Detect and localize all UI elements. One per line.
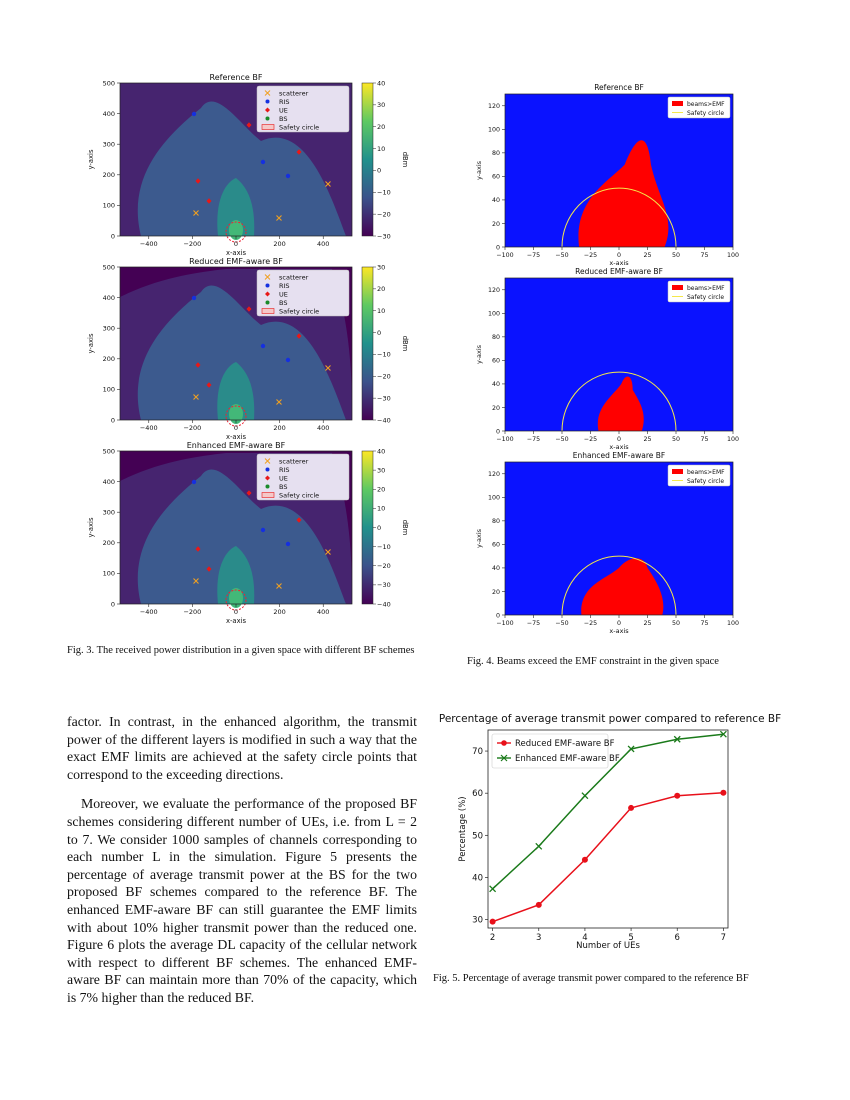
fig4-legend-label: beams>EMF: [687, 101, 725, 108]
y-tick-label: 0: [110, 416, 115, 425]
fig4-legend-label: Safety circle: [687, 110, 725, 117]
colorbar: [362, 83, 373, 236]
x-tick-label: −50: [555, 436, 569, 443]
x-tick-label: 50: [671, 620, 681, 627]
y-tick-label: 80: [491, 334, 500, 342]
x-tick-label: 0: [616, 252, 622, 259]
colorbar-tick: −40: [377, 416, 391, 425]
colorbar-tick: −10: [377, 542, 391, 551]
chart-title: Percentage of average transmit power compared to reference BF: [438, 713, 782, 725]
colorbar-tick: 0: [377, 166, 382, 175]
fig3-panel-title: Reference BF: [209, 73, 263, 82]
colorbar-tick: 10: [377, 504, 386, 513]
fig3-legend-label: BS: [279, 298, 288, 307]
x-tick-label: 75: [700, 436, 709, 443]
chart-legend: [492, 734, 620, 768]
fig3-legend-label: scatterer: [279, 89, 309, 98]
fig4-panel-1: [475, 83, 739, 267]
x-tick-label: 100: [726, 620, 740, 627]
fig4-panel-title: Reduced EMF-aware BF: [575, 267, 663, 276]
fig5-chart: [438, 708, 782, 956]
x-tick-label: 75: [700, 252, 709, 259]
y-tick-label: 300: [102, 140, 115, 149]
y-tick-label: 40: [472, 873, 483, 884]
x-tick-label: 25: [643, 252, 652, 259]
fig4-panel-2: [475, 267, 739, 451]
fig3-legend: [257, 270, 349, 316]
colorbar-tick: 20: [377, 123, 386, 132]
y-tick-label: 500: [102, 263, 115, 272]
colorbar-label: dBm: [401, 335, 409, 352]
x-tick-label: −200: [183, 608, 202, 616]
y-tick-label: 100: [487, 310, 500, 318]
x-tick-label: 0: [616, 436, 622, 443]
y-tick-label: 20: [491, 220, 500, 228]
fig4-legend: [668, 281, 730, 302]
data-point: [582, 857, 588, 863]
colorbar-tick: 10: [377, 307, 386, 316]
y-tick-label: 0: [495, 428, 500, 436]
ris-marker: [192, 480, 196, 484]
y-tick-label: 60: [472, 789, 483, 800]
y-tick-label: 200: [102, 171, 115, 180]
colorbar-label: dBm: [401, 519, 409, 536]
fig3-legend: [257, 86, 349, 132]
ris-marker: [261, 160, 265, 164]
fig3-legend-label: Safety circle: [279, 123, 320, 132]
ris-marker: [286, 542, 290, 546]
x-tick-label: 6: [674, 933, 680, 943]
fig3-legend-label: scatterer: [279, 273, 309, 282]
data-point: [720, 790, 726, 796]
y-axis-label: y-axis: [475, 344, 483, 365]
paragraph-2: Moreover, we evaluate the performance of the proposed BF schemes considering different number of UEs, i.e. from L = 2 to 7. We consider 1000 samples of channels corresponding to each number L in the simulation. Figure 5 presents the percentage of average transmit power at the BS for the two proposed BF schemes compared to the reference BF. The enhanced EMF-aware BF can still guarantee the EMF limits with about 10% higher transmit power than the reduced one. Figure 6 plots the average DL capacity of the cellular network with respect to different BF schemes. The enhanced EMF-aware BF can maintain more than 70% of the capacity, which is 7% higher than the reduced BF.: [67, 796, 417, 1005]
paragraph-1: factor. In contrast, in the enhanced algorithm, the transmit power of the different layers is modified in such a way that the exact EMF limits are achieved at the safety circle points that correspond to the exceeding directions.: [67, 714, 417, 782]
colorbar-tick: −20: [377, 210, 391, 219]
x-tick-label: −400: [139, 424, 158, 432]
y-axis-label: y-axis: [87, 149, 95, 170]
fig3-panel-title: Reduced EMF-aware BF: [189, 257, 283, 266]
y-tick-label: 20: [491, 404, 500, 412]
y-tick-label: 400: [102, 109, 115, 118]
data-point: [674, 793, 680, 799]
y-tick-label: 80: [491, 150, 500, 158]
x-tick-label: 0: [233, 240, 239, 248]
fig4-caption: Fig. 4. Beams exceed the EMF constraint in the given space: [467, 656, 719, 667]
x-axis-label: x-axis: [225, 617, 247, 625]
colorbar-tick: −10: [377, 350, 391, 359]
body-text: [67, 713, 417, 1007]
colorbar-tick: 30: [377, 263, 386, 272]
y-tick-label: 100: [487, 126, 500, 134]
x-tick-label: 50: [671, 436, 681, 443]
x-tick-label: 100: [726, 436, 740, 443]
x-tick-label: 0: [233, 608, 239, 616]
y-tick-label: 500: [102, 79, 115, 88]
y-tick-label: 50: [472, 831, 483, 842]
x-tick-label: −50: [555, 252, 569, 259]
colorbar-tick: −10: [377, 188, 391, 197]
y-tick-label: 60: [491, 357, 500, 365]
fig4-panel-title: Reference BF: [594, 83, 644, 92]
y-tick-label: 300: [102, 324, 115, 333]
ris-marker: [192, 112, 196, 116]
x-axis-label: x-axis: [225, 433, 247, 441]
x-tick-label: 50: [671, 252, 681, 259]
y-tick-label: 400: [102, 477, 115, 486]
y-axis-label: y-axis: [475, 528, 483, 549]
y-tick-label: 0: [110, 600, 115, 609]
colorbar-tick: −40: [377, 600, 391, 609]
x-axis-label: x-axis: [609, 443, 629, 451]
x-tick-label: −100: [496, 252, 514, 259]
y-tick-label: 30: [472, 915, 483, 926]
fig3-legend-label: scatterer: [279, 457, 309, 466]
fig4-panel-3: [475, 451, 739, 635]
fig4-panel-title: Enhanced EMF-aware BF: [572, 451, 666, 460]
x-axis-label: Number of UEs: [576, 941, 640, 951]
data-point: [628, 805, 634, 811]
y-tick-label: 500: [102, 447, 115, 456]
ris-marker: [261, 344, 265, 348]
x-tick-label: 0: [233, 424, 239, 432]
x-tick-label: 200: [273, 424, 286, 432]
y-tick-label: 100: [487, 494, 500, 502]
fig3-legend: [257, 454, 349, 500]
x-tick-label: −200: [183, 240, 202, 248]
y-tick-label: 200: [102, 355, 115, 364]
legend-label-reduced: Reduced EMF-aware BF: [515, 739, 615, 749]
colorbar-tick: 40: [377, 79, 386, 88]
x-tick-label: 200: [273, 608, 286, 616]
y-tick-label: 400: [102, 293, 115, 302]
fig4-legend: [668, 465, 730, 486]
y-tick-label: 200: [102, 539, 115, 548]
fig3-legend-label: UE: [279, 290, 288, 299]
x-tick-label: −100: [496, 436, 514, 443]
x-tick-label: −100: [496, 620, 514, 627]
colorbar-tick: 30: [377, 466, 386, 475]
colorbar-tick: 30: [377, 101, 386, 110]
x-tick-label: 200: [273, 240, 286, 248]
y-tick-label: 120: [487, 287, 500, 295]
x-tick-label: −25: [583, 252, 598, 259]
x-axis-label: x-axis: [609, 627, 629, 635]
colorbar-tick: −20: [377, 372, 391, 381]
fig5-caption: Fig. 5. Percentage of average transmit power compared to the reference BF: [433, 973, 749, 984]
x-tick-label: −75: [526, 436, 541, 443]
colorbar-tick: 10: [377, 144, 386, 153]
colorbar-tick: 20: [377, 285, 386, 294]
colorbar: [362, 267, 373, 420]
y-tick-label: 40: [491, 197, 500, 205]
y-tick-label: 100: [102, 201, 115, 210]
colorbar-tick: −30: [377, 581, 391, 590]
x-tick-label: 2: [489, 933, 496, 943]
colorbar-tick: 0: [377, 523, 382, 532]
x-tick-label: −400: [139, 608, 158, 616]
colorbar-tick: 20: [377, 485, 386, 494]
x-tick-label: −75: [526, 252, 541, 259]
fig3-legend-label: BS: [279, 482, 288, 491]
colorbar-tick: 40: [377, 447, 386, 456]
y-axis-label: Percentage (%): [458, 796, 468, 862]
fig4-legend-label: Safety circle: [687, 478, 725, 485]
x-tick-label: 5: [628, 933, 634, 943]
colorbar-tick: −20: [377, 562, 391, 571]
x-tick-label: 25: [643, 620, 652, 627]
fig4-figure: [470, 82, 745, 642]
x-tick-label: 4: [582, 933, 588, 943]
x-tick-label: 400: [317, 424, 330, 432]
y-axis-label: y-axis: [87, 333, 95, 354]
fig3-panel-1: [87, 73, 409, 257]
x-tick-label: −25: [583, 436, 598, 443]
y-tick-label: 40: [491, 381, 500, 389]
x-tick-label: 7: [720, 933, 727, 943]
fig3-legend-label: BS: [279, 114, 288, 123]
fig3-legend-label: UE: [279, 474, 288, 483]
y-tick-label: 100: [102, 385, 115, 394]
y-tick-label: 120: [487, 103, 500, 111]
x-tick-label: −75: [526, 620, 541, 627]
fig3-legend-label: Safety circle: [279, 491, 320, 500]
y-tick-label: 70: [472, 747, 483, 758]
data-point: [490, 919, 496, 925]
fig4-legend-label: Safety circle: [687, 294, 725, 301]
fig3-figure: [75, 72, 420, 632]
colorbar-label: dBm: [401, 151, 409, 168]
fig3-legend-label: UE: [279, 106, 288, 115]
y-tick-label: 20: [491, 588, 500, 596]
x-tick-label: −200: [183, 424, 202, 432]
fig4-legend-label: beams>EMF: [687, 285, 725, 292]
x-tick-label: 0: [616, 620, 622, 627]
data-point: [536, 902, 542, 908]
y-tick-label: 300: [102, 508, 115, 517]
x-axis-label: x-axis: [609, 259, 629, 267]
colorbar-tick: −30: [377, 232, 391, 241]
fig3-legend-label: Safety circle: [279, 307, 320, 316]
y-axis-label: y-axis: [87, 517, 95, 538]
ris-marker: [286, 174, 290, 178]
colorbar: [362, 451, 373, 604]
y-tick-label: 120: [487, 471, 500, 479]
ris-marker: [286, 358, 290, 362]
colorbar-tick: 0: [377, 328, 382, 337]
x-tick-label: 400: [317, 240, 330, 248]
x-axis-label: x-axis: [225, 249, 247, 257]
y-tick-label: 0: [495, 612, 500, 620]
y-axis-label: y-axis: [475, 160, 483, 181]
x-tick-label: −25: [583, 620, 598, 627]
fig3-panel-2: [87, 257, 409, 441]
y-tick-label: 0: [495, 244, 500, 252]
fig3-legend-label: RIS: [279, 465, 290, 474]
fig3-legend-label: RIS: [279, 281, 290, 290]
x-tick-label: 100: [726, 252, 740, 259]
fig4-legend: [668, 97, 730, 118]
legend-label-enhanced: Enhanced EMF-aware BF: [515, 754, 620, 764]
colorbar-tick: −30: [377, 394, 391, 403]
y-tick-label: 100: [102, 569, 115, 578]
ris-marker: [261, 528, 265, 532]
x-tick-label: 75: [700, 620, 709, 627]
y-tick-label: 40: [491, 565, 500, 573]
ris-marker: [192, 296, 196, 300]
y-tick-label: 60: [491, 541, 500, 549]
y-tick-label: 0: [110, 232, 115, 241]
fig3-legend-label: RIS: [279, 97, 290, 106]
fig4-legend-label: beams>EMF: [687, 469, 725, 476]
x-tick-label: 400: [317, 608, 330, 616]
fig3-panel-title: Enhanced EMF-aware BF: [186, 441, 286, 450]
fig3-caption: Fig. 3. The received power distribution in a given space with different BF schemes: [67, 645, 415, 656]
x-tick-label: 3: [536, 933, 542, 943]
y-tick-label: 60: [491, 173, 500, 181]
x-tick-label: −50: [555, 620, 569, 627]
y-tick-label: 80: [491, 518, 500, 526]
x-tick-label: 25: [643, 436, 652, 443]
fig3-panel-3: [87, 441, 409, 625]
x-tick-label: −400: [139, 240, 158, 248]
